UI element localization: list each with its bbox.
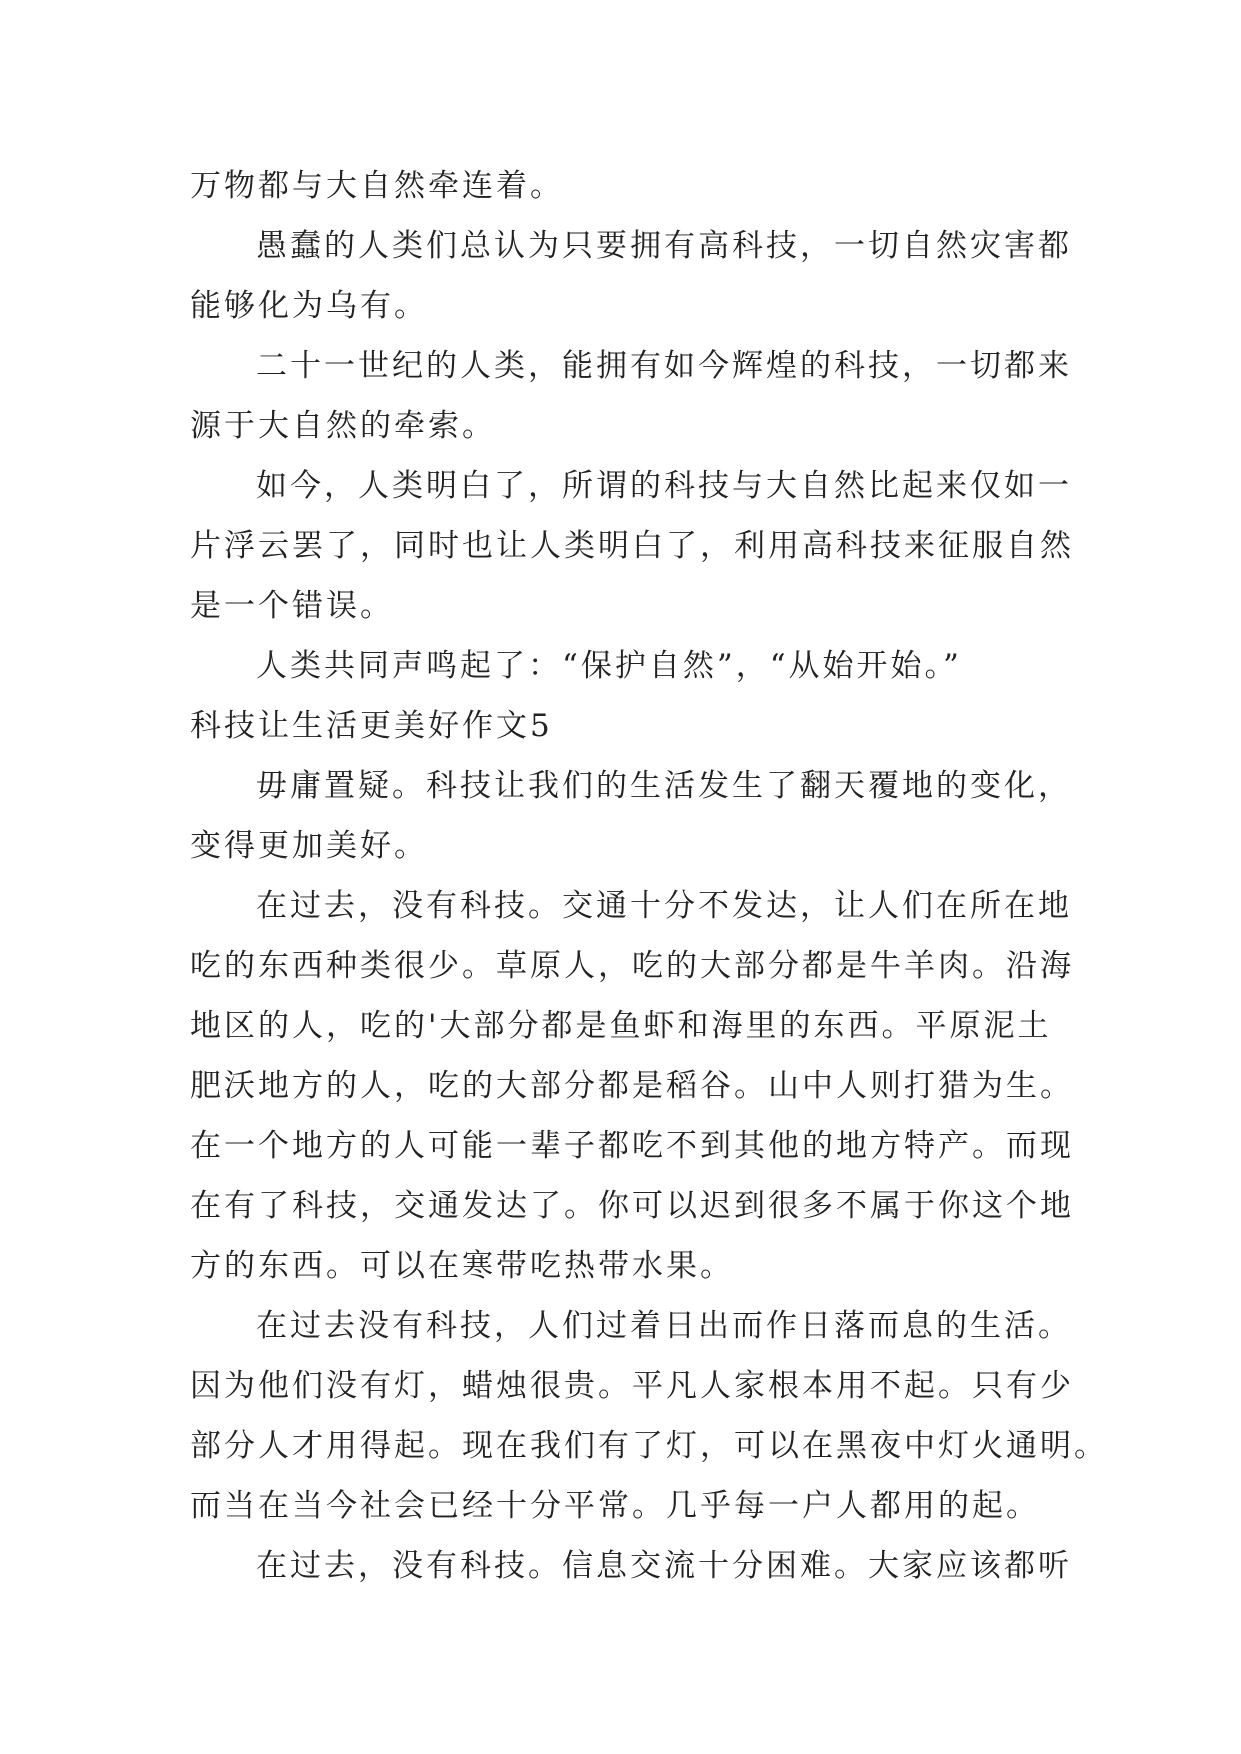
text-line: 方的东西。可以在寒带吃热带水果。 [190, 1248, 734, 1284]
text-line: 二十一世纪的人类，能拥有如今辉煌的科技，一切都来 [256, 348, 1072, 384]
text-line: 在有了科技，交通发达了。你可以迟到很多不属于你这个地 [190, 1188, 1074, 1224]
text-line: 愚蠢的人类们总认为只要拥有高科技，一切自然灾害都 [256, 228, 1072, 264]
section-heading: 科技让生活更美好作文5 [190, 708, 553, 744]
text-line: 吃的东西种类很少。草原人，吃的大部分都是牛羊肉。沿海 [190, 948, 1074, 984]
text-line: 在一个地方的人可能一辈子都吃不到其他的地方特产。而现 [190, 1128, 1074, 1164]
text-line: 部分人才用得起。现在我们有了灯，可以在黑夜中灯火通明。 [190, 1428, 1108, 1464]
text-line: 能够化为乌有。 [190, 288, 428, 324]
text-line: 毋庸置疑。科技让我们的生活发生了翻天覆地的变化， [256, 768, 1072, 804]
text-line: 如今，人类明白了，所谓的科技与大自然比起来仅如一 [256, 468, 1072, 504]
text-line: 在过去，没有科技。交通十分不发达，让人们在所在地 [256, 888, 1072, 924]
document-body [190, 156, 1108, 1596]
text-line: 是一个错误。 [190, 588, 394, 624]
text-line: 在过去没有科技，人们过着日出而作日落而息的生活。 [256, 1308, 1072, 1344]
text-line: 因为他们没有灯，蜡烛很贵。平凡人家根本用不起。只有少 [190, 1368, 1074, 1404]
text-line: 人类共同声鸣起了：“保护自然”，“从始开始。” [256, 648, 962, 684]
text-line: 在过去，没有科技。信息交流十分困难。大家应该都听 [256, 1548, 1072, 1584]
text-line: 源于大自然的牵索。 [190, 408, 496, 444]
text-line: 片浮云罢了，同时也让人类明白了，利用高科技来征服自然 [190, 528, 1074, 564]
text-line: 肥沃地方的人，吃的大部分都是稻谷。山中人则打猎为生。 [190, 1068, 1074, 1104]
text-line: 变得更加美好。 [190, 828, 428, 864]
text-line: 而当在当今社会已经十分平常。几乎每一户人都用的起。 [190, 1488, 1040, 1524]
text-line: 万物都与大自然牵连着。 [190, 168, 564, 204]
text-line: 地区的人，吃的'大部分都是鱼虾和海里的东西。平原泥土 [190, 1008, 1052, 1044]
